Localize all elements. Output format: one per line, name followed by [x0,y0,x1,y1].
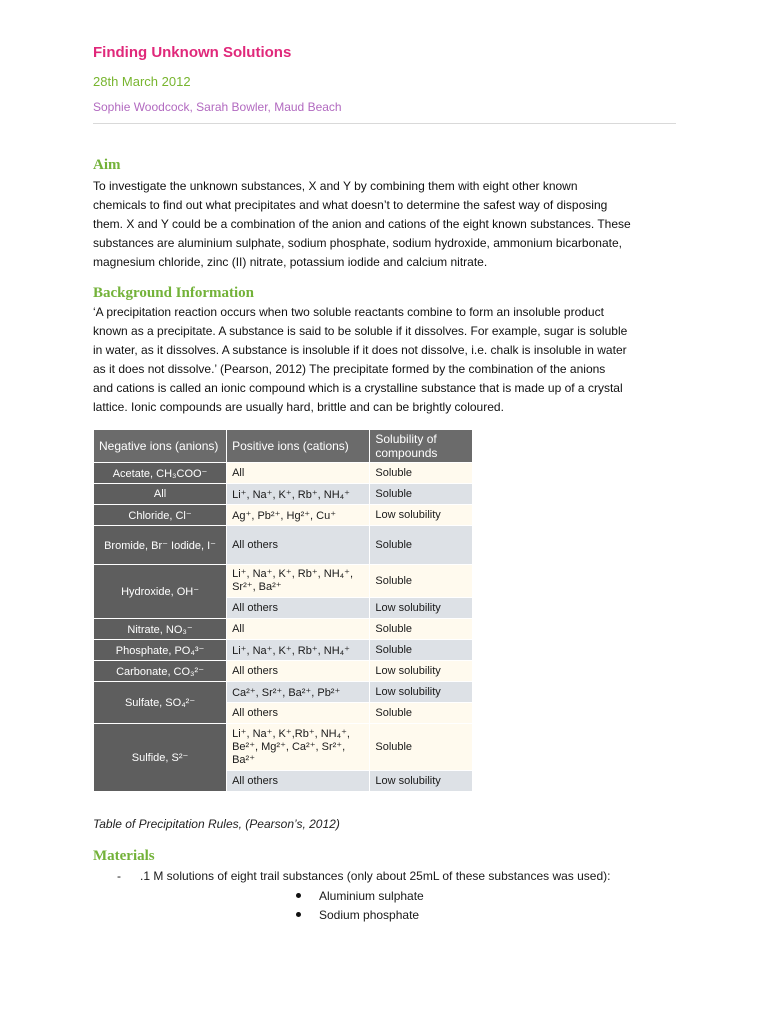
precipitation-rules-table [93,429,473,792]
cation-cell: Li⁺, Na⁺, K⁺, Rb⁺, NH₄⁺ [227,640,370,661]
cation-cell: All others [227,598,370,619]
anion-cell: Nitrate, NO₃⁻ [94,619,227,640]
background-line: as it does not dissolve.’ (Pearson, 2012) The precipitate formed by the combination of the anions [93,362,606,376]
anion-cell: Chloride, Cl⁻ [94,505,227,526]
document-title: Finding Unknown Solutions [93,44,292,61]
cation-cell: All others [227,661,370,682]
background-line: lattice. Ionic compounds are usually hard, brittle and can be brightly coloured. [93,400,504,414]
table-row [94,661,473,682]
aim-line: To investigate the unknown substances, X and Y by combining them with eight other known [93,179,578,193]
solubility-cell: Low solubility [370,661,473,682]
subitem-label: Aluminium sulphate [319,889,424,903]
materials-subitem [296,908,419,922]
cation-cell: Li⁺, Na⁺, K⁺,Rb⁺, NH₄⁺, Be²⁺, Mg²⁺, Ca²⁺, Sr²⁺, Ba²⁺ [227,724,370,771]
anion-cell: Sulfate, SO₄²⁻ [94,682,227,724]
aim-heading: Aim [93,157,121,173]
aim-line: them. X and Y could be a combination of the anion and cations of the eight known substances. These [93,217,631,231]
table-row [94,526,473,565]
materials-dash: - [117,869,121,883]
solubility-cell: Soluble [370,565,473,598]
solubility-cell: Soluble [370,619,473,640]
table-row [94,682,473,703]
aim-line: substances are aluminium sulphate, sodium phosphate, sodium hydroxide, ammonium bicarbonate, [93,236,622,250]
table-header-cell: Positive ions (cations) [227,430,370,463]
table-header-cell: Solubility of compounds [370,430,473,463]
subitem-label: Sodium phosphate [319,908,420,922]
anion-cell: Sulfide, S²⁻ [94,724,227,792]
solubility-cell: Soluble [370,724,473,771]
solubility-cell: Soluble [370,640,473,661]
table-header-cell: Negative ions (anions) [94,430,227,463]
aim-paragraph [93,177,679,272]
cation-cell: All [227,619,370,640]
cation-cell: All others [227,526,370,565]
bullet-icon [296,912,301,917]
cation-cell: Ca²⁺, Sr²⁺, Ba²⁺, Pb²⁺ [227,682,370,703]
cation-cell: Ag⁺, Pb²⁺, Hg²⁺, Cu⁺ [227,505,370,526]
table-caption: Table of Precipitation Rules, (Pearson’s, 2012) [93,817,340,831]
materials-item: .1 M solutions of eight trail substances (only about 25mL of these substances was used): [140,869,611,883]
bullet-icon [296,893,301,898]
solubility-cell: Soluble [370,526,473,565]
table-header-row [94,430,473,463]
solubility-cell: Low solubility [370,598,473,619]
header-divider [93,123,676,124]
table-row [94,640,473,661]
background-paragraph [93,303,679,417]
anion-cell: All [94,484,227,505]
background-line: and cations is called an ionic compound which is a crystalline substance that is made up of a crystal [93,381,623,395]
anion-cell: Phosphate, PO₄³⁻ [94,640,227,661]
table-row [94,565,473,598]
anion-cell: Carbonate, CO₃²⁻ [94,661,227,682]
cation-cell: Li⁺, Na⁺, K⁺, Rb⁺, NH₄⁺, Sr²⁺, Ba²⁺ [227,565,370,598]
table-row [94,619,473,640]
cation-cell: All [227,463,370,484]
cation-cell: Li⁺, Na⁺, K⁺, Rb⁺, NH₄⁺ [227,484,370,505]
anion-cell: Acetate, CH₃COO⁻ [94,463,227,484]
cation-cell: All others [227,771,370,792]
table-row [94,724,473,771]
aim-line: chemicals to find out what precipitates and what doesn’t to determine the safest way of disposing [93,198,608,212]
table-row [94,484,473,505]
document-authors: Sophie Woodcock, Sarah Bowler, Maud Beach [93,100,342,114]
solubility-cell: Low solubility [370,771,473,792]
cation-cell: All others [227,703,370,724]
document-date: 28th March 2012 [93,74,191,89]
materials-subitem [296,889,424,903]
aim-line: magnesium chloride, zinc (II) nitrate, potassium iodide and calcium nitrate. [93,255,488,269]
solubility-cell: Low solubility [370,505,473,526]
table-row [94,505,473,526]
background-heading: Background Information [93,285,255,301]
background-line: in water, as it dissolves. A substance is insoluble if it does not dissolve, i.e. chalk is insoluble in water [93,343,627,357]
solubility-cell: Soluble [370,463,473,484]
materials-heading: Materials [93,848,155,864]
anion-cell: Hydroxide, OH⁻ [94,565,227,619]
background-line: known as a precipitate. A substance is said to be soluble if it dissolves. For example, sugar is soluble [93,324,628,338]
solubility-cell: Soluble [370,703,473,724]
table-row [94,463,473,484]
solubility-cell: Low solubility [370,682,473,703]
anion-cell: Bromide, Br⁻ Iodide, I⁻ [94,526,227,565]
background-line: ‘A precipitation reaction occurs when two soluble reactants combine to form an insoluble product [93,305,604,319]
solubility-cell: Soluble [370,484,473,505]
